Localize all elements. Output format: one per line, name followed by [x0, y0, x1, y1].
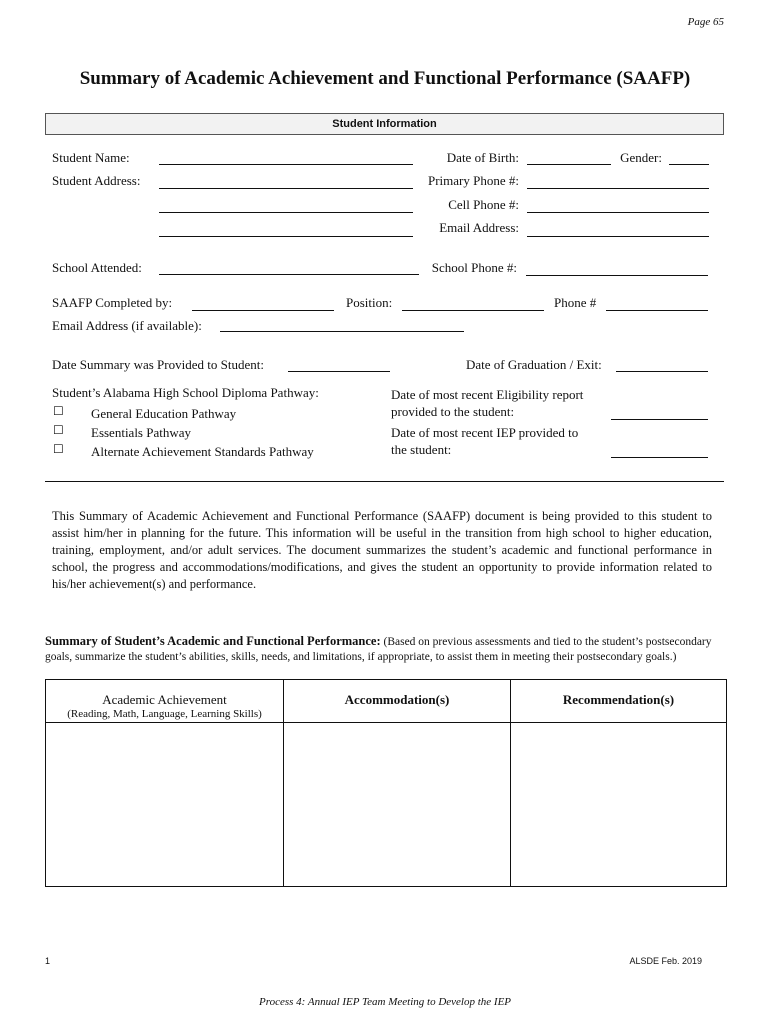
email-optional-field[interactable] [220, 331, 464, 332]
pathway-label: Student’s Alabama High School Diploma Pathway: [52, 385, 319, 400]
graduation-label: Date of Graduation / Exit: [466, 357, 602, 372]
summary-section [45, 634, 715, 665]
accommodations-cell[interactable] [284, 723, 511, 887]
footer-revision: ALSDE Feb. 2019 [629, 956, 702, 966]
footer-process: Process 4: Annual IEP Team Meeting to Develop the IEP [258, 996, 512, 1008]
school-attended-field[interactable] [159, 274, 419, 275]
date-provided-label: Date Summary was Provided to Student: [52, 357, 264, 372]
student-name-label: Student Name: [52, 150, 130, 165]
email-address-field[interactable] [527, 236, 709, 237]
iep-label-line1: Date of most recent IEP provided to [391, 425, 579, 440]
performance-table [45, 679, 727, 887]
academic-achievement-cell[interactable] [46, 723, 284, 887]
eligibility-date-field[interactable] [611, 419, 708, 420]
position-field[interactable] [402, 310, 544, 311]
accommodations-title: Accommodation(s) [344, 692, 450, 707]
completed-by-label: SAAFP Completed by: [52, 295, 173, 310]
pathway-alternate-achievement: Alternate Achievement Standards Pathway [91, 444, 314, 459]
recommendations-title: Recommendation(s) [562, 692, 675, 707]
student-name-field[interactable] [159, 164, 413, 165]
completed-by-field[interactable] [192, 310, 334, 311]
gender-field[interactable] [669, 164, 709, 165]
student-address-field-1[interactable] [159, 188, 413, 189]
student-address-label: Student Address: [52, 173, 141, 188]
dob-label: Date of Birth: [446, 150, 519, 165]
pathway-essentials: Essentials Pathway [91, 425, 192, 440]
checkbox-general-education[interactable]: ☐ [53, 404, 64, 418]
email-address-label: Email Address: [439, 220, 519, 235]
school-attended-label: School Attended: [52, 260, 142, 275]
intro-paragraph: This Summary of Academic Achievement and Functional Performance (SAAFP) document is being provided to this student to assist him/her in planning for the future. This information will be useful in the transition from high school to higher education, training, employment, and/or adult services. The document summarizes the student’s academic and functional performance in school, the progress and accommodations/modifications, and gives the student an opportunity to provide information related to his/her achievement(s) and performance. [52, 509, 712, 591]
cell-phone-field[interactable] [527, 212, 709, 213]
position-label: Position: [346, 295, 393, 310]
iep-label-line2: the student: [391, 442, 452, 457]
document-title: Summary of Academic Achievement and Functional Performance (SAAFP) [79, 68, 691, 89]
eligibility-label-line2: provided to the student: [391, 404, 515, 419]
academic-achievement-subtitle: (Reading, Math, Language, Learning Skills) [67, 708, 262, 720]
section-divider [45, 481, 724, 482]
primary-phone-label: Primary Phone #: [428, 173, 519, 188]
checkbox-essentials[interactable]: ☐ [53, 423, 64, 437]
date-provided-field[interactable] [288, 371, 390, 372]
summary-heading: Summary of Student’s Academic and Functional Performance: [45, 634, 381, 648]
student-address-field-2[interactable] [159, 212, 413, 213]
checkbox-alternate-achievement[interactable]: ☐ [53, 442, 64, 456]
eligibility-label-line1: Date of most recent Eligibility report [391, 387, 584, 402]
pathway-general-education: General Education Pathway [91, 406, 237, 421]
graduation-field[interactable] [616, 371, 708, 372]
academic-achievement-title: Academic Achievement [102, 692, 227, 707]
phone-field[interactable] [606, 310, 708, 311]
recommendations-header [511, 680, 727, 723]
school-phone-label: School Phone #: [431, 260, 517, 275]
phone-label: Phone # [554, 295, 597, 310]
summary-instructions: (Based on previous assessments and tied to the student’s postsecondary goals, summarize the student’s abilities, skills, needs, and limitations, if appropriate, to assist them in meeting their postsecondary goals.) [45, 636, 712, 663]
student-information-header: Student Information [45, 113, 724, 135]
cell-phone-label: Cell Phone #: [448, 197, 519, 212]
school-phone-field[interactable] [526, 275, 708, 276]
accommodations-header [284, 680, 511, 723]
iep-date-field[interactable] [611, 457, 708, 458]
recommendations-cell[interactable] [511, 723, 727, 887]
email-optional-label: Email Address (if available): [52, 318, 202, 333]
footer-page-number: 1 [45, 956, 51, 966]
student-address-field-3[interactable] [159, 236, 413, 237]
academic-achievement-header [46, 680, 284, 723]
gender-label: Gender: [620, 150, 662, 165]
primary-phone-field[interactable] [527, 188, 709, 189]
page-label: Page 65 [687, 16, 724, 28]
dob-field[interactable] [527, 164, 611, 165]
